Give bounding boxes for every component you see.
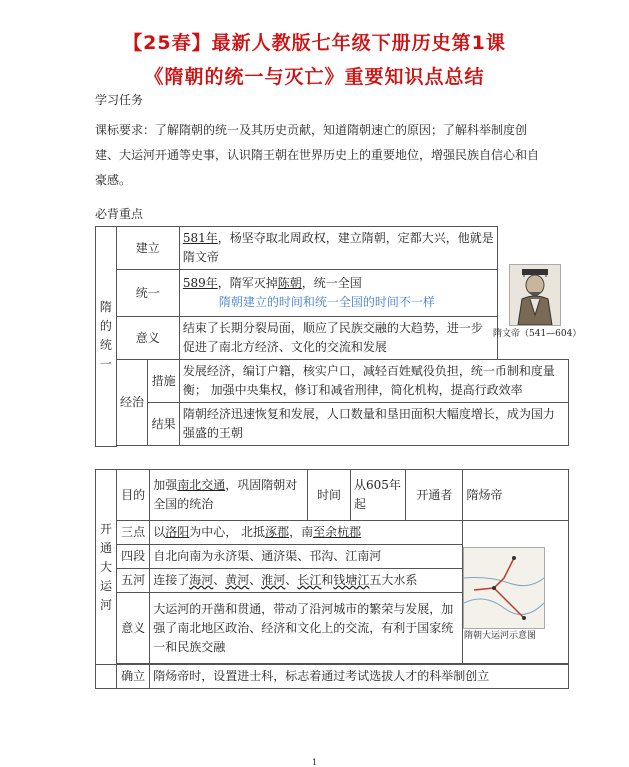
category-grand-canal: 开通大运河 (96, 470, 117, 665)
table-row (96, 665, 569, 689)
chen-dynasty: 陈朝 (277, 276, 302, 290)
table-row (96, 227, 569, 270)
row-label-mudi: 目的 (117, 470, 150, 521)
grand-canal-map (463, 547, 545, 629)
qiantang: 钱塘江 (333, 573, 370, 587)
canal-five-rivers (150, 569, 463, 593)
curriculum-requirements: 课标要求：了解隋朝的统一及其历史贡献，知道隋朝速亡的原因；了解科举制度创建、大运河开通等史事，认识隋王朝在世界历史上的重要地位，增强民族自信心和自豪感。 (95, 123, 540, 187)
rivers-a: 连接了 (153, 573, 190, 587)
row-label-tongyi: 统一 (116, 270, 179, 317)
table-row (96, 521, 569, 545)
sui-results: 隋朝经济迅速恢复和发展，人口数量和垦田面积大幅度增长，成为国力强盛的王朝 (179, 403, 568, 446)
purpose-text-b: ，巩固隋朝对全国的统治 (153, 478, 298, 511)
time-label: 时间 (307, 470, 350, 521)
row-label-queli: 确立 (117, 665, 150, 689)
zhuojun: 涿郡 (265, 525, 290, 539)
sep2: 、 (249, 573, 262, 587)
purpose-text-a: 加强 (153, 478, 178, 492)
opener-value: 隋炀帝 (463, 470, 569, 521)
row-label-jianli: 建立 (116, 227, 179, 270)
table-row (96, 360, 569, 403)
document-title-line1: 【25春】最新人教版七年级下册历史第1课 (123, 32, 506, 54)
and: 和 (321, 573, 334, 587)
tongyi-text-a: ，隋军灭掉 (217, 276, 278, 290)
row-label-canal-yiyi: 意义 (117, 593, 150, 664)
canal-three-points (150, 521, 463, 545)
canal-purpose (150, 470, 308, 521)
haihe: 海河 (189, 573, 214, 587)
section-heading-key-points: 必背重点 (95, 207, 144, 221)
three-points-c: ，南 (289, 525, 314, 539)
keju-text: 隋炀帝时，设置进士科，标志着通过考试选拔人才的科举制创立 (150, 665, 569, 689)
huanghe: 黄河 (225, 573, 250, 587)
category-sui-unification: 隋的统一 (96, 227, 117, 447)
sui-significance: 结束了长期分裂局面，顺应了民族交融的大趋势，进一步促进了南北方经济、文化的交流和发展 (179, 317, 497, 360)
sep3: 、 (285, 573, 298, 587)
three-points-b: 为中心， 北抵 (189, 525, 266, 539)
row-label-siduan: 四段 (117, 545, 150, 569)
tongyi-annotation: 隋朝建立的时间和统一全国的时间不一样 (218, 295, 435, 309)
tongyi-text-b: ，统一全国 (301, 276, 362, 290)
year-589: 589年 (182, 276, 218, 290)
yuhang: 至余杭郡 (313, 525, 362, 539)
purpose-transport: 南北交通 (177, 478, 226, 492)
portrait-icon (510, 265, 560, 325)
page-number: 1 (312, 758, 318, 767)
huaihe: 淮河 (261, 573, 286, 587)
canal-four-sections: 自北向南为永济渠、通济渠、邗沟、江南河 (150, 545, 463, 569)
row-label-jieguo: 结果 (148, 403, 180, 446)
jianli-content (179, 227, 497, 270)
row-label-wuhe: 五河 (117, 569, 150, 593)
keju-category-cell (96, 665, 117, 689)
row-label-yiyi: 意义 (116, 317, 179, 360)
jianli-text: ，杨坚夺取北周政权，建立隋朝，定都大兴，他就是隋文帝 (182, 231, 494, 264)
section-heading-tasks: 学习任务 (95, 93, 144, 107)
luoyang: 洛阳 (165, 525, 190, 539)
sep1: 、 (213, 573, 226, 587)
row-label-cuoshi: 措施 (148, 360, 180, 403)
three-points-a: 以 (153, 525, 166, 539)
canal-significance: 大运河的开凿和贯通，带动了沿河城市的繁荣与发展，加强了南北地区政治、经济和文化上的交流，有利于国家统一和民族交融 (150, 593, 463, 664)
table-row (96, 470, 569, 521)
opener-label: 开通者 (406, 470, 463, 521)
map-caption: 隋朝大运河示意图 (464, 631, 537, 641)
tongyi-content (179, 270, 497, 317)
portrait-caption: 隋文帝（541—604） (493, 329, 582, 339)
time-value: 从605年起 (351, 470, 406, 521)
emperor-wen-portrait (509, 264, 561, 326)
year-581: 581年 (182, 231, 218, 245)
row-label-jingzhi: 经治 (116, 360, 148, 446)
row-label-sandian: 三点 (117, 521, 150, 545)
document-title-line2: 《隋朝的统一与灭亡》重要知识点总结 (144, 66, 485, 88)
rivers-b: 五大水系 (369, 573, 418, 587)
sui-measures: 发展经济，编订户籍，核实户口，减轻百姓赋役负担，统一币制和度量衡； 加强中央集权，修订和减省刑律，简化机构，提高行政效率 (179, 360, 568, 403)
map-icon (464, 548, 544, 628)
table-row (96, 403, 569, 446)
changjiang: 长江 (297, 573, 322, 587)
